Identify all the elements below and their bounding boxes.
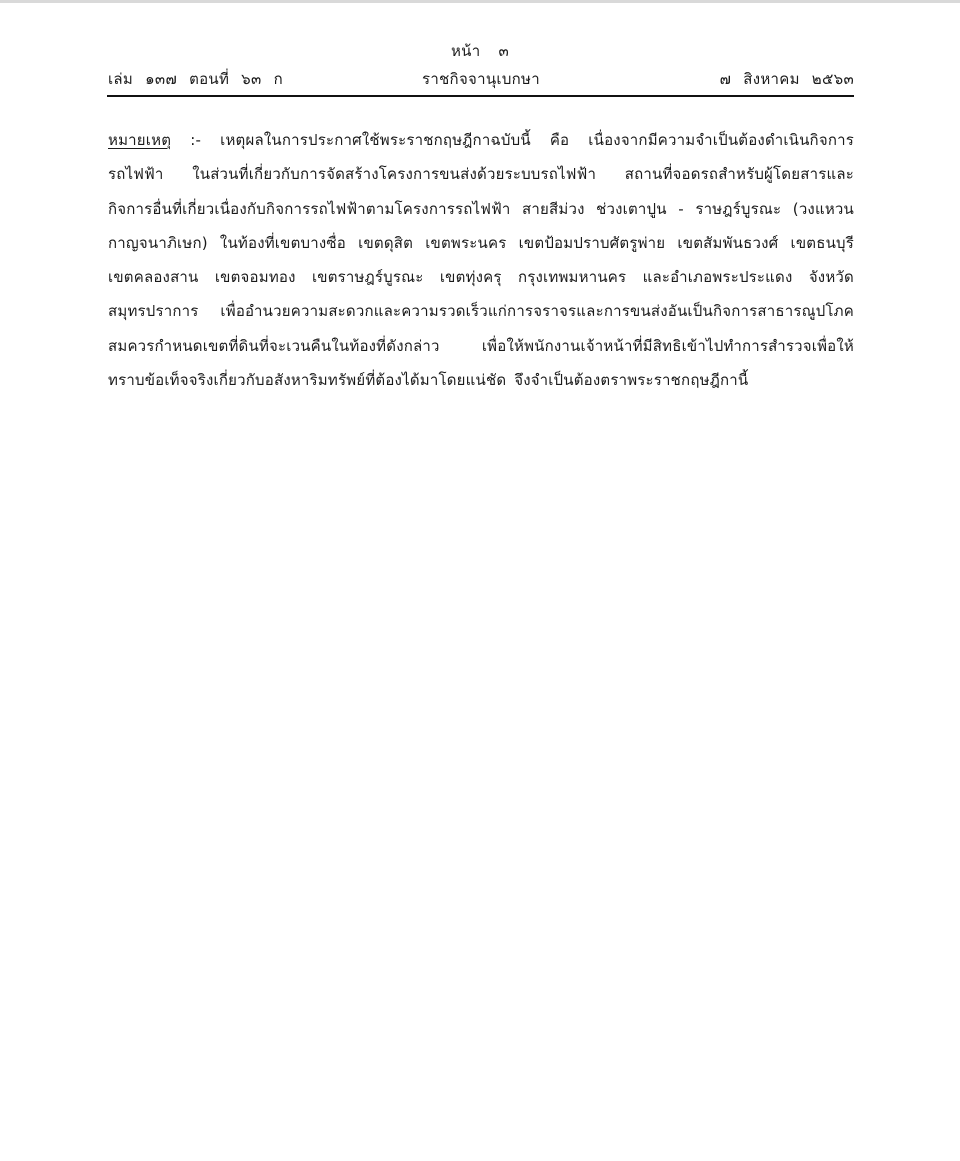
note-paragraph [108, 123, 854, 397]
date-month: สิงหาคม [743, 70, 800, 88]
document-page [0, 3, 960, 1161]
gazette-header [108, 67, 854, 91]
section-label: ตอนที่ [189, 70, 230, 88]
publication-date [708, 67, 854, 91]
volume-number: ๑๓๗ [145, 70, 178, 88]
date-year: ๒๕๖๓ [811, 70, 854, 88]
note-separator: :- [171, 131, 221, 149]
section-letter: ก [273, 70, 283, 88]
note-text: เหตุผลในการประกาศใช้พระราชกฤษฎีกาฉบับนี้ คือ เนื่องจากมีความจำเป็นต้องดำเนินกิจการรถไฟฟ้า ในส่วนที่เกี่ยวกับการจัดสร้างโครงการขนส่งด้วยระบบรถไฟฟ้า สถานที่จอดรถสำหรับผู้โดยสารและกิจการอื่นที่เกี่ยวเนื่องกับกิจการรถไฟฟ้าตามโครงการรถไฟฟ้า สายสีม่วง ช่วงเตาปูน - ราษฎร์บูรณะ (วงแหวนกาญจนาภิเษก) ในท้องที่เขตบางซื่อ เขตดุสิต เขตพระนคร เขตป้อมปราบศัตรูพ่าย เขตสัมพันธวงศ์ เขตธนบุรี เขตคลองสาน เขตจอมทอง เขตราษฎร์บูรณะ เขตทุ่งครุ กรุงเทพมหานคร และอำเภอพระประแดง จังหวัดสมุทรปราการ เพื่ออำนวยความสะดวกและความรวดเร็วแก่การจราจรและการขนส่งอันเป็นกิจการสาธารณูปโภค สมควรกำหนดเขตที่ดินที่จะเวนคืนในท้องที่ดังกล่าว เพื่อให้พนักงานเจ้าหน้าที่มีสิทธิเข้าไปทำการสำรวจเพื่อให้ทราบข้อเท็จจริงเกี่ยวกับอสังหาริมทรัพย์ที่ต้องได้มาโดยแน่ชัด จึงจำเป็นต้องตราพระราชกฤษฎีกานี้ [108, 131, 854, 390]
volume-info [108, 67, 295, 91]
page-label: หน้า [450, 42, 481, 60]
note-label: หมายเหตุ [108, 131, 172, 149]
publication-title: ราชกิจจานุเบกษา [422, 70, 540, 88]
section-number: ๖๓ [241, 70, 262, 88]
header-divider [107, 95, 854, 97]
volume-label: เล่ม [108, 70, 134, 88]
date-day: ๗ [719, 70, 732, 88]
page-number-line [0, 39, 960, 63]
page-number: ๓ [498, 42, 510, 60]
